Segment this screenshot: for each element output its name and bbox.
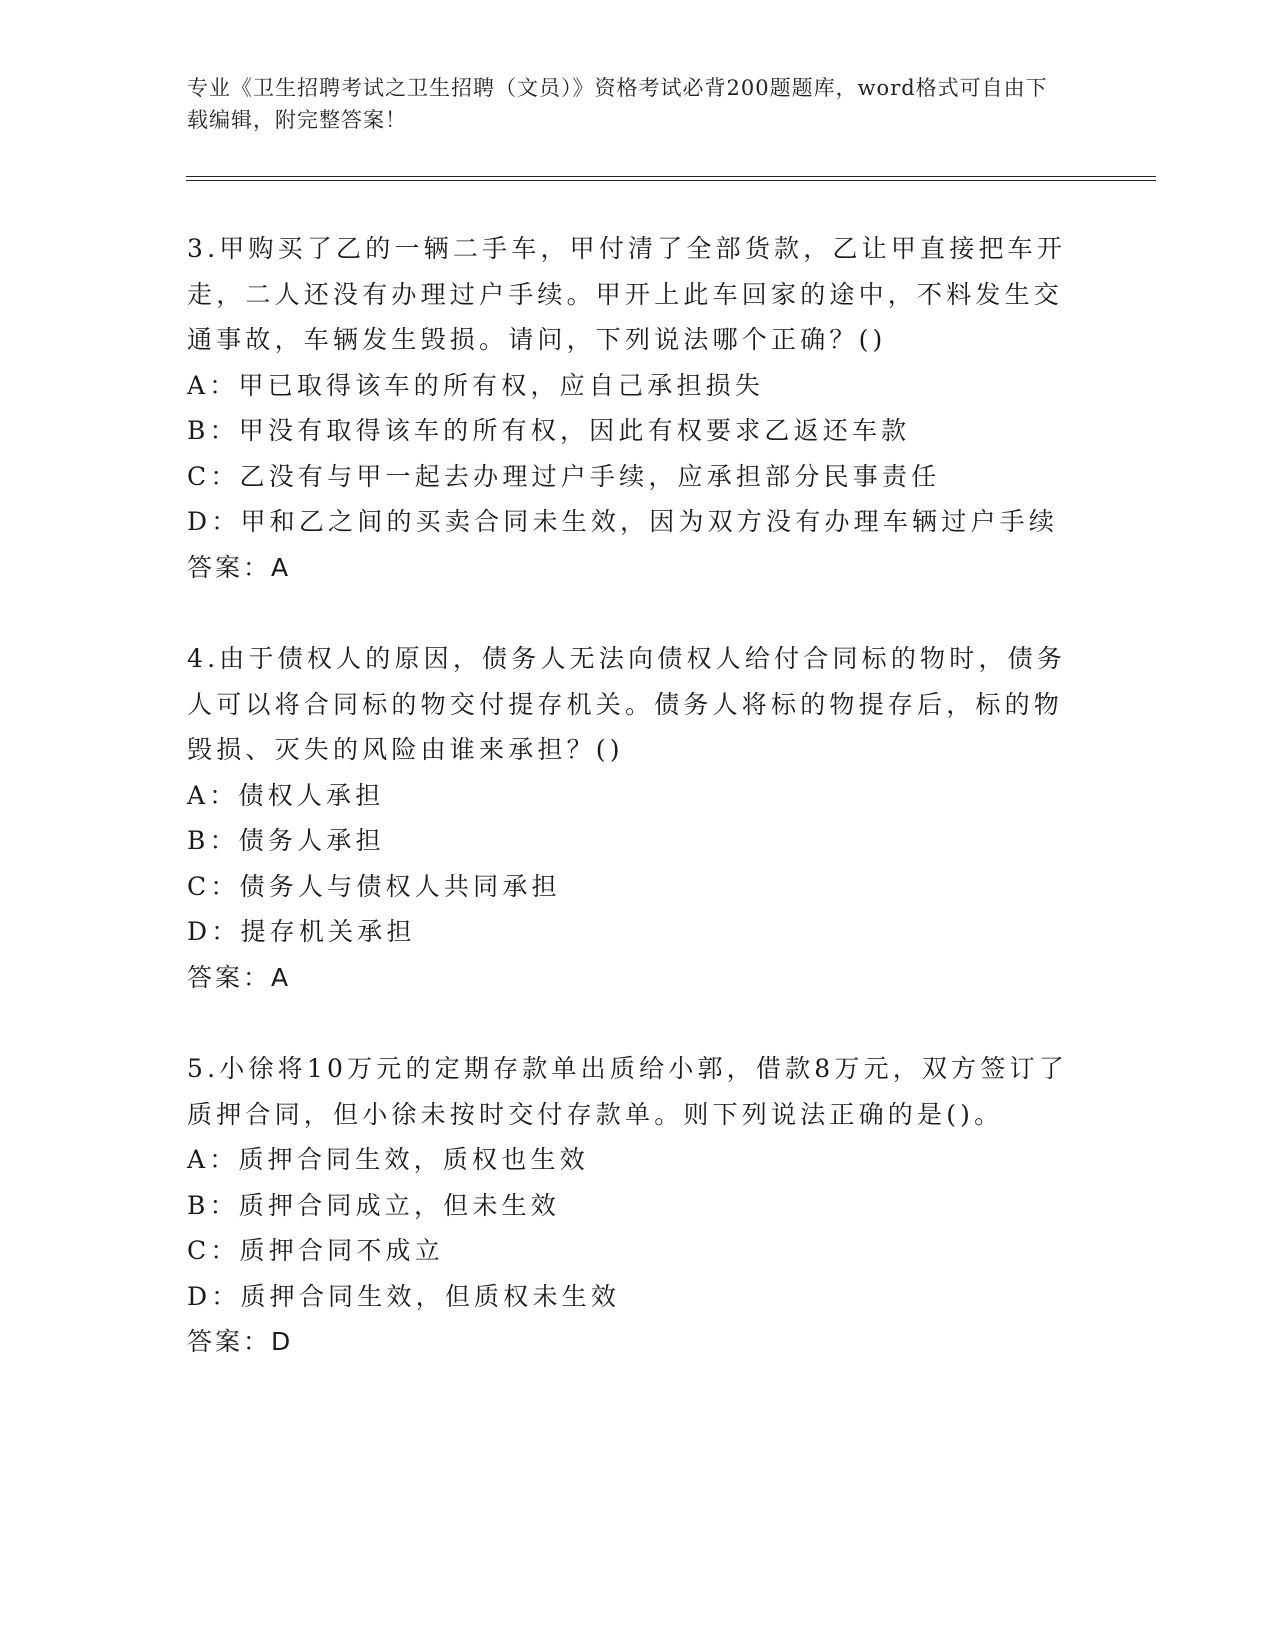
answer-label: 答案： — [187, 962, 272, 992]
option-a: A：质押合同生效，质权也生效 — [187, 1145, 589, 1174]
question-stem: 4.由于债权人的原因，债务人无法向债权人给付合同标的物时，债务人可以将合同标的物交付提存机关。债务人将标的物提存后，标的物毁损、灭失的风险由谁来承担？() — [187, 644, 1067, 764]
option-d: D：质押合同生效，但质权未生效 — [187, 1281, 621, 1311]
question-3 — [187, 226, 1077, 590]
option-d: D：甲和乙之间的买卖合同未生效，因为双方没有办理车辆过户手续 — [187, 507, 1059, 536]
question-4 — [187, 636, 1077, 1000]
option-c: C：债务人与债权人共同承担 — [187, 871, 561, 901]
header-divider — [186, 176, 1156, 181]
answer-line — [187, 1319, 1077, 1365]
answer-line — [187, 545, 1077, 591]
option-b: B：债务人承担 — [187, 826, 385, 855]
option-a: A：债权人承担 — [187, 780, 385, 810]
option-c: C：质押合同不成立 — [187, 1236, 444, 1265]
option-b: B：质押合同成立，但未生效 — [187, 1190, 560, 1220]
answer-value: A — [271, 962, 291, 992]
answer-value: A — [271, 552, 291, 582]
question-5 — [187, 1046, 1077, 1365]
answer-label: 答案： — [187, 552, 272, 582]
option-d: D：提存机关承担 — [187, 917, 416, 946]
answer-line — [187, 955, 1077, 1001]
answer-value: D — [271, 1327, 293, 1356]
document-header: 专业《卫生招聘考试之卫生招聘（文员）》资格考试必背200题题库，word格式可自由下载编辑，附完整答案！ — [187, 76, 1048, 132]
option-c: C：乙没有与甲一起去办理过户手续，应承担部分民事责任 — [187, 461, 941, 491]
option-a: A：甲已取得该车的所有权，应自己承担损失 — [187, 370, 765, 400]
option-b: B：甲没有取得该车的所有权，因此有权要求乙返还车款 — [187, 416, 911, 445]
question-stem: 5.小徐将10万元的定期存款单出质给小郭，借款8万元，双方签订了质押合同，但小徐未按时交付存款单。则下列说法正确的是()。 — [187, 1054, 1068, 1129]
answer-label: 答案： — [187, 1327, 272, 1356]
question-stem: 3.甲购买了乙的一辆二手车，甲付清了全部货款，乙让甲直接把车开走，二人还没有办理过户手续。甲开上此车回家的途中，不料发生交通事故，车辆发生毁损。请问，下列说法哪个正确？() — [187, 234, 1067, 354]
